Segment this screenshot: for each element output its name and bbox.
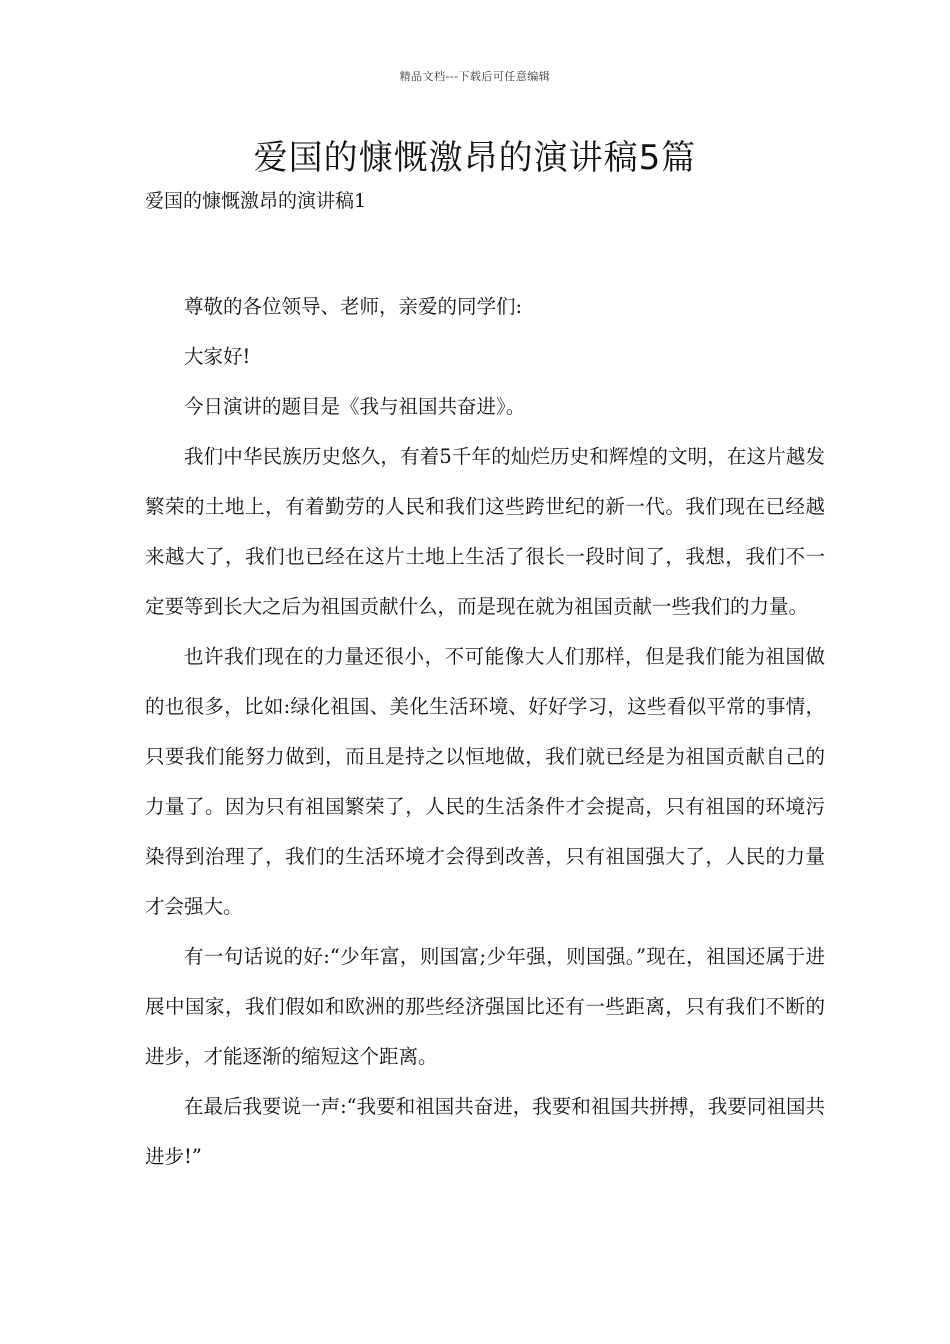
document-title: 爱国的慷慨激昂的演讲稿5篇 [253, 138, 697, 178]
paragraph-contribution: 也许我们现在的力量还很小，不可能像大人们那样，但是我们能为祖国做的也很多，比如:绿化祖国、美化生活环境、好好学习，这些看似平常的事情，只要我们能努力做到，而且是持之以恒地做，我们就已经是为祖国贡献自己的力量了。因为只有祖国繁荣了，人民的生活条件才会提高，只有祖国的环境污染得到治理了，我们的生活环境才会得到改善，只有祖国强大了，人民的力量才会强大。 [145, 645, 825, 918]
header-note: 精品文档---下载后可任意编辑 [399, 70, 551, 83]
paragraph-quote: 有一句话说的好:“少年富，则国富;少年强，则国强。”现在，祖国还属于进展中国家，我们假如和欧洲的那些经济强国比还有一些距离，只有我们不断的进步，才能逐渐的缩短这个距离。 [145, 945, 825, 1068]
paragraph-greeting: 尊敬的各位领导、老师，亲爱的同学们: [184, 295, 523, 318]
section-heading: 爱国的慷慨激昂的演讲稿1 [145, 190, 367, 212]
document-body [145, 282, 825, 1182]
paragraph-topic: 今日演讲的题目是《我与祖国共奋进》。 [184, 395, 526, 418]
paragraph-history: 我们中华民族历史悠久，有着5千年的灿烂历史和辉煌的文明，在这片越发繁荣的土地上，有着勤劳的人民和我们这些跨世纪的新一代。我们现在已经越来越大了，我们也已经在这片土地上生活了很长一段时间了，我想，我们不一定要等到长大之后为祖国贡献什么，而是现在就为祖国贡献一些我们的力量。 [145, 445, 825, 618]
paragraph-hello: 大家好! [184, 345, 251, 368]
paragraph-closing: 在最后我要说一声:“我要和祖国共奋进，我要和祖国共拼搏，我要同祖国共进步!” [145, 1095, 825, 1168]
